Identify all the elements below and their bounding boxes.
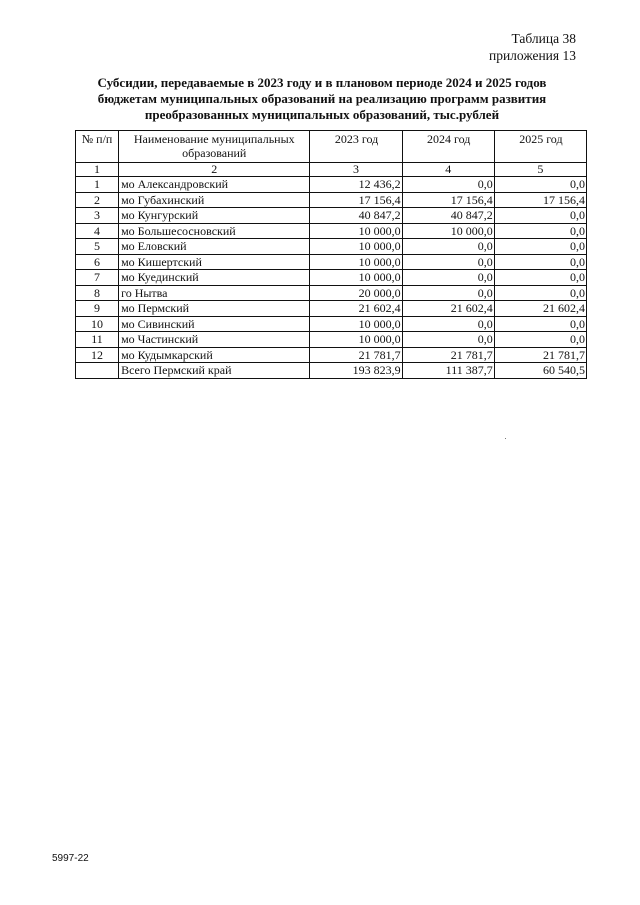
value-2023: 10 000,0 (310, 332, 402, 348)
value-2024: 17 156,4 (402, 192, 494, 208)
row-num: 12 (76, 347, 119, 363)
value-2023: 10 000,0 (310, 254, 402, 270)
value-2025: 21 781,7 (494, 347, 586, 363)
value-2025: 0,0 (494, 316, 586, 332)
scan-speck (505, 438, 506, 439)
value-2023: 21 781,7 (310, 347, 402, 363)
value-2023: 10 000,0 (310, 223, 402, 239)
table-row (76, 316, 587, 332)
row-num: 5 (76, 239, 119, 255)
header-2023: 2023 год (310, 131, 402, 163)
header-2025: 2025 год (494, 131, 586, 163)
table-row (76, 254, 587, 270)
document-title (60, 75, 584, 123)
value-2024: 0,0 (402, 177, 494, 193)
row-num: 11 (76, 332, 119, 348)
municipality-name: мо Пермский (119, 301, 310, 317)
table-row (76, 332, 587, 348)
total-row (76, 363, 587, 379)
table-row (76, 301, 587, 317)
value-2025: 17 156,4 (494, 192, 586, 208)
municipality-name: мо Кишертский (119, 254, 310, 270)
value-2024: 0,0 (402, 332, 494, 348)
total-num-cell (76, 363, 119, 379)
value-2024: 0,0 (402, 316, 494, 332)
value-2024: 21 781,7 (402, 347, 494, 363)
row-num: 9 (76, 301, 119, 317)
column-number: 4 (402, 163, 494, 177)
table-footer (76, 363, 587, 379)
row-num: 10 (76, 316, 119, 332)
value-2024: 0,0 (402, 254, 494, 270)
table-header (76, 131, 587, 163)
title-line-1: Субсидии, передаваемые в 2023 году и в плановом периоде 2024 и 2025 годов (97, 75, 547, 90)
row-num: 8 (76, 285, 119, 301)
total-2024: 111 387,7 (402, 363, 494, 379)
table-body (76, 163, 587, 363)
value-2024: 0,0 (402, 270, 494, 286)
table-row (76, 270, 587, 286)
value-2025: 0,0 (494, 254, 586, 270)
value-2025: 0,0 (494, 332, 586, 348)
municipality-name: мо Сивинский (119, 316, 310, 332)
value-2023: 40 847,2 (310, 208, 402, 224)
column-number: 2 (119, 163, 310, 177)
municipality-name: мо Большесосновский (119, 223, 310, 239)
column-number: 5 (494, 163, 586, 177)
value-2025: 0,0 (494, 177, 586, 193)
value-2024: 40 847,2 (402, 208, 494, 224)
row-num: 7 (76, 270, 119, 286)
column-number: 1 (76, 163, 119, 177)
table-row (76, 192, 587, 208)
municipality-name: мо Александровский (119, 177, 310, 193)
value-2025: 0,0 (494, 208, 586, 224)
municipality-name: мо Кунгурский (119, 208, 310, 224)
value-2024: 10 000,0 (402, 223, 494, 239)
title-line-2: бюджетам муниципальных образований на реализацию программ развития (97, 91, 547, 106)
value-2023: 20 000,0 (310, 285, 402, 301)
row-num: 3 (76, 208, 119, 224)
appendix-number: приложения 13 (488, 48, 576, 63)
table-number: Таблица 38 (511, 31, 576, 46)
municipality-name: мо Еловский (119, 239, 310, 255)
value-2023: 17 156,4 (310, 192, 402, 208)
row-num: 6 (76, 254, 119, 270)
row-num: 2 (76, 192, 119, 208)
table-row (76, 239, 587, 255)
value-2025: 0,0 (494, 223, 586, 239)
municipality-name: мо Куединский (119, 270, 310, 286)
value-2023: 10 000,0 (310, 239, 402, 255)
value-2025: 0,0 (494, 239, 586, 255)
table-row (76, 208, 587, 224)
total-2025: 60 540,5 (494, 363, 586, 379)
subsidies-table (75, 130, 587, 379)
document-code: 5997-22 (52, 853, 89, 864)
header-row (76, 131, 587, 163)
municipality-name: мо Губахинский (119, 192, 310, 208)
value-2025: 0,0 (494, 285, 586, 301)
value-2024: 21 602,4 (402, 301, 494, 317)
table-row (76, 223, 587, 239)
row-num: 1 (76, 177, 119, 193)
value-2023: 21 602,4 (310, 301, 402, 317)
value-2025: 21 602,4 (494, 301, 586, 317)
table-row (76, 347, 587, 363)
value-2025: 0,0 (494, 270, 586, 286)
value-2023: 10 000,0 (310, 270, 402, 286)
column-number: 3 (310, 163, 402, 177)
table-row (76, 177, 587, 193)
header-num: № п/п (76, 131, 119, 163)
municipality-name: мо Кудымкарский (119, 347, 310, 363)
value-2023: 10 000,0 (310, 316, 402, 332)
header-name: Наименование муниципальных образований (119, 131, 310, 163)
municipality-name: мо Частинский (119, 332, 310, 348)
total-label: Всего Пермский край (119, 363, 310, 379)
total-2023: 193 823,9 (310, 363, 402, 379)
title-line-3: преобразованных муниципальных образований, тыс.рублей (144, 107, 500, 122)
value-2024: 0,0 (402, 285, 494, 301)
value-2023: 12 436,2 (310, 177, 402, 193)
table-row (76, 285, 587, 301)
header-2024: 2024 год (402, 131, 494, 163)
value-2024: 0,0 (402, 239, 494, 255)
row-num: 4 (76, 223, 119, 239)
municipality-name: го Нытва (119, 285, 310, 301)
table-reference (489, 30, 576, 64)
column-number-row (76, 163, 587, 177)
